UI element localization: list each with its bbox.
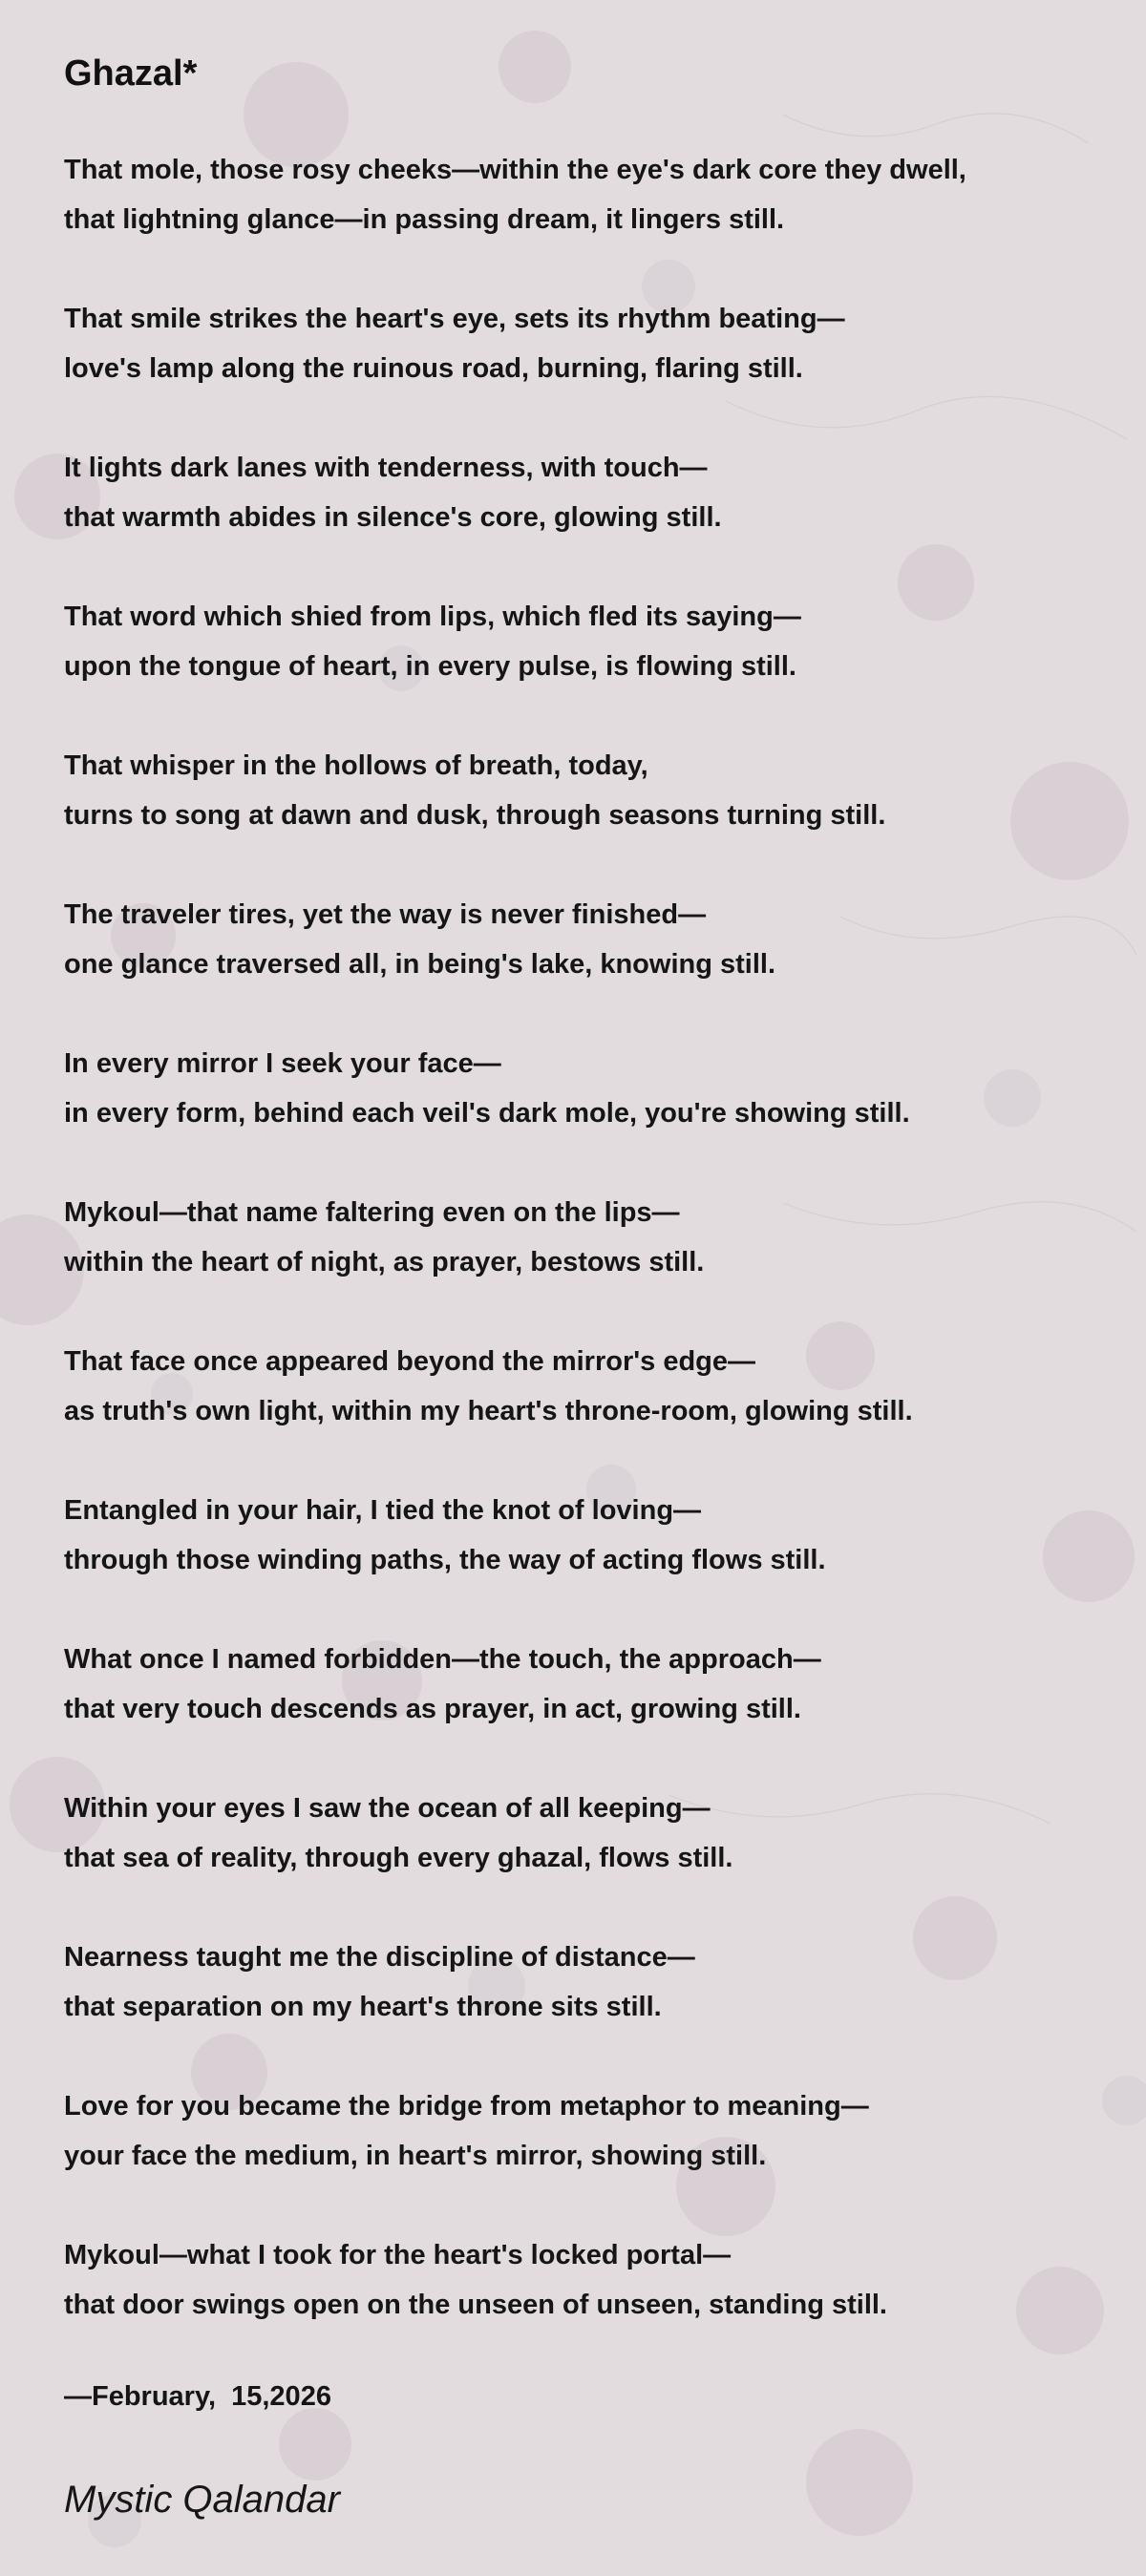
poem-line: That mole, those rosy cheeks—within the eye's dark core they dwell, [64, 155, 966, 185]
poem-line: That smile strikes the heart's eye, sets its rhythm beating— [64, 304, 845, 334]
poem-line: It lights dark lanes with tenderness, with touch— [64, 453, 708, 483]
poem-author: Mystic Qalandar [64, 2479, 340, 2521]
poem-body [64, 145, 1114, 2330]
stanza [64, 741, 1114, 840]
poem-line: Entangled in your hair, I tied the knot of loving— [64, 1495, 702, 1526]
poem-line: Mykoul—what I took for the heart's locked portal— [64, 2240, 732, 2270]
poem-line: That face once appeared beyond the mirror's edge— [64, 1346, 756, 1377]
stanza [64, 1784, 1114, 1883]
stanza [64, 1635, 1114, 1734]
poem-line: through those winding paths, the way of acting flows still. [64, 1545, 826, 1575]
poem-line: that very touch descends as prayer, in act, growing still. [64, 1694, 801, 1724]
poem-line: What once I named forbidden—the touch, the approach— [64, 1644, 821, 1675]
poem-line: your face the medium, in heart's mirror, showing still. [64, 2141, 767, 2171]
poem-line: That whisper in the hollows of breath, today, [64, 750, 648, 781]
poem-line: that door swings open on the unseen of unseen, standing still. [64, 2290, 887, 2320]
stanza [64, 2230, 1114, 2330]
poem-line: love's lamp along the ruinous road, burning, flaring still. [64, 353, 803, 384]
stanza [64, 1932, 1114, 2032]
poem-line: turns to song at dawn and dusk, through seasons turning still. [64, 800, 886, 831]
stanza [64, 145, 1114, 244]
stanza [64, 443, 1114, 542]
poem-line: that separation on my heart's throne sits still. [64, 1992, 662, 2022]
poem-title: Ghazal* [64, 53, 198, 94]
poem-line: Love for you became the bridge from metaphor to meaning— [64, 2091, 869, 2122]
poem-line: That word which shied from lips, which fled its saying— [64, 602, 801, 632]
poem-line: Nearness taught me the discipline of distance— [64, 1942, 695, 1973]
stanza [64, 1188, 1114, 1287]
poem-line: within the heart of night, as prayer, bestows still. [64, 1247, 705, 1277]
poem-line: upon the tongue of heart, in every pulse, is flowing still. [64, 651, 796, 682]
poem-line: Mykoul—that name faltering even on the lips— [64, 1197, 680, 1228]
poem-line: Within your eyes I saw the ocean of all keeping— [64, 1793, 711, 1824]
poem-line: that warmth abides in silence's core, glowing still. [64, 502, 722, 533]
stanza [64, 1039, 1114, 1138]
stanza [64, 1486, 1114, 1585]
stanza [64, 592, 1114, 691]
poem-line: that sea of reality, through every ghazal, flows still. [64, 1843, 733, 1873]
stanza [64, 890, 1114, 989]
stanza [64, 294, 1114, 393]
poem-line: one glance traversed all, in being's lake, knowing still. [64, 949, 776, 980]
poem-line: that lightning glance—in passing dream, it lingers still. [64, 204, 785, 235]
stanza [64, 1337, 1114, 1436]
poem-date: —February, 15,2026 [64, 2381, 331, 2412]
poem-line: as truth's own light, within my heart's throne-room, glowing still. [64, 1396, 913, 1426]
stanza [64, 2081, 1114, 2181]
poem-line: in every form, behind each veil's dark mole, you're showing still. [64, 1098, 910, 1129]
poem-line: In every mirror I seek your face— [64, 1048, 501, 1079]
poem-line: The traveler tires, yet the way is never finished— [64, 899, 707, 930]
